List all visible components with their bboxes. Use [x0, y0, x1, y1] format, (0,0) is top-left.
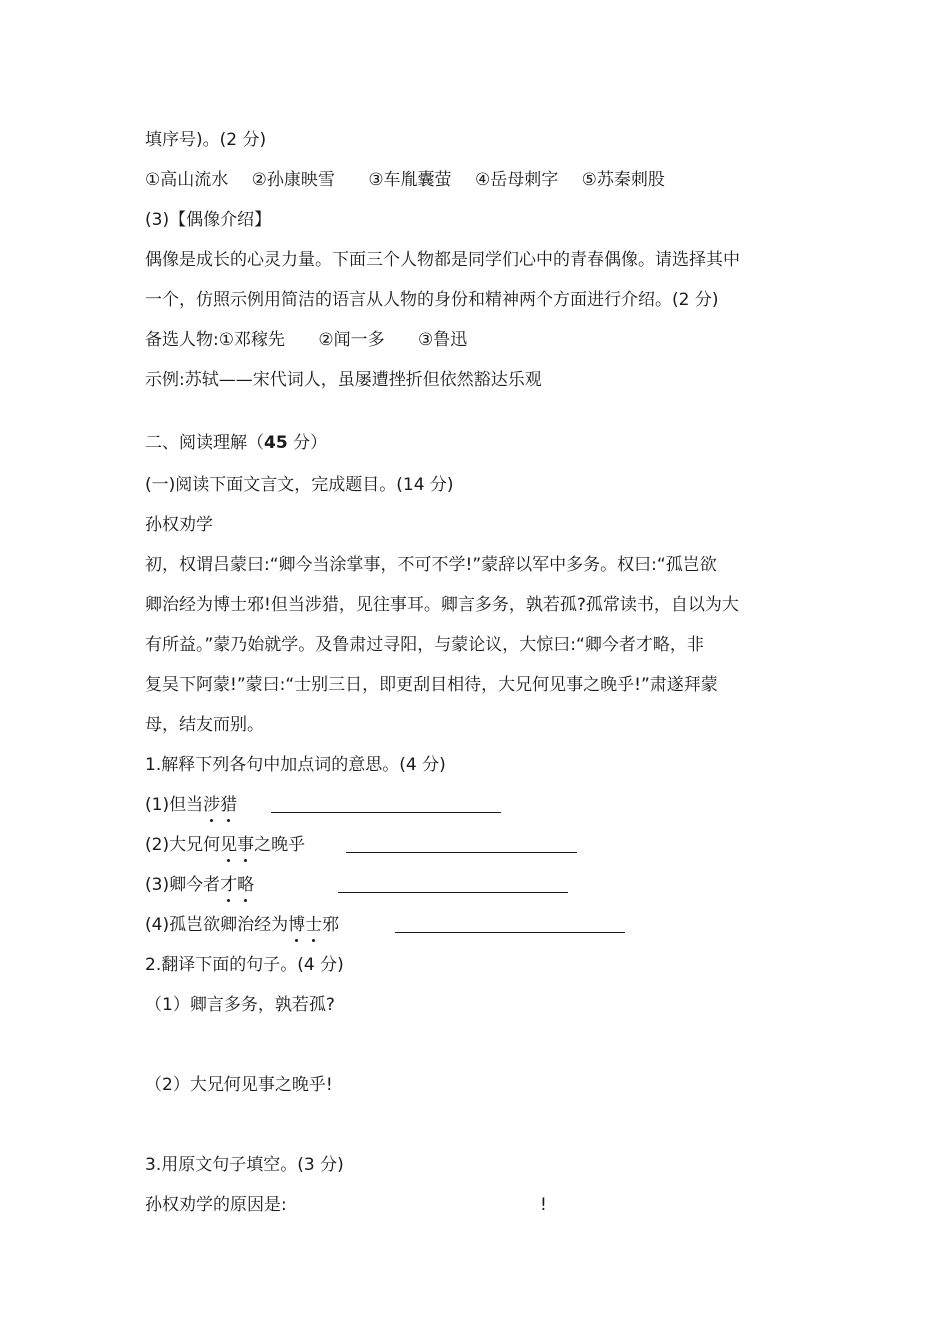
option-5: ⑤苏秦刺股 [581, 170, 665, 190]
q1-1-text: (1)但当 [145, 795, 204, 815]
section-2-heading [145, 432, 810, 454]
dotted-char: 士 [305, 915, 323, 935]
dotted-char: 略 [237, 875, 255, 895]
section-2-score: 45 [264, 433, 288, 453]
question-2: 2.翻译下面的句子。(4 分) [145, 955, 344, 975]
question-3-end-mark: ! [540, 1195, 547, 1215]
option-4: ④岳母刺字 [474, 170, 559, 190]
dotted-char: 见 [220, 835, 238, 855]
passage-title: 孙权劝学 [145, 515, 213, 535]
passage-line-5: 母，结友而别。 [145, 715, 264, 735]
q1-3-text: (3)卿今者 [145, 875, 221, 895]
idol-intro-text-1: 偶像是成长的心灵力量。下面三个人物都是同学们心中的青春偶像。请选择其中 [145, 250, 740, 270]
option-3: ③车胤囊萤 [368, 170, 452, 190]
dotted-char: 猎 [220, 795, 238, 815]
example-line: 示例:苏轼——宋代词人，虽屡遭挫折但依然豁达乐观 [145, 370, 542, 390]
question-3: 3.用原文句子填空。(3 分) [145, 1155, 344, 1175]
dotted-char: 博 [288, 915, 306, 935]
passage-line-2: 卿治经为博士邪!但当涉猎，见往事耳。卿言多务，孰若孤?孤常读书，自以为大 [145, 595, 739, 615]
candidate-line [145, 329, 810, 351]
q1-4-text-end: 邪 [322, 915, 340, 935]
question-3-1: 孙权劝学的原因是: [145, 1195, 287, 1215]
section-2-unit: 分） [287, 433, 328, 453]
answer-blank-1-4[interactable] [395, 932, 625, 933]
candidate-label: 备选人物: [145, 330, 219, 350]
candidate-2: ②闻一多 [318, 330, 385, 350]
idol-intro-text-2: 一个，仿照示例用简洁的语言从人物的身份和精神两个方面进行介绍。(2 分) [145, 290, 719, 310]
question-2-2: （2）大兄何见事之晚乎! [145, 1075, 333, 1095]
answer-blank-1-2[interactable] [346, 852, 577, 853]
part-1-instruction: (一)阅读下面文言文，完成题目。(14 分) [145, 475, 454, 495]
answer-blank-1-1[interactable] [271, 812, 501, 813]
section-2-title: 二、阅读理解（ [145, 433, 264, 453]
passage-line-1: 初，权谓吕蒙曰:“卿今当涂掌事，不可不学!”蒙辞以军中多务。权曰:“孤岂欲 [145, 555, 717, 575]
passage-line-4: 复吴下阿蒙!”蒙曰:“士别三日，即更刮目相待，大兄何见事之晚乎!”肃遂拜蒙 [145, 675, 718, 695]
q1-4-text: (4)孤岂欲卿治经为 [145, 915, 289, 935]
passage-line-3: 有所益。”蒙乃始就学。及鲁肃过寻阳，与蒙论议，大惊曰:“卿今者才略，非 [145, 635, 704, 655]
option-2: ②孙康映雪 [251, 170, 335, 190]
question-1: 1.解释下列各句中加点词的意思。(4 分) [145, 755, 446, 775]
dotted-char: 涉 [203, 795, 221, 815]
option-1: ①高山流水 [145, 170, 229, 190]
idol-intro-heading: (3)【偶像介绍】 [145, 210, 272, 230]
dotted-char: 才 [220, 875, 238, 895]
question-2-1: （1）卿言多务，孰若孤? [145, 995, 335, 1015]
q1-2-text: (2)大兄何 [145, 835, 221, 855]
idiom-options-line [145, 169, 810, 191]
instruction-fill-number: 填序号)。(2 分) [145, 130, 267, 150]
candidate-1: ①邓稼先 [218, 330, 285, 350]
dotted-char: 事 [237, 835, 255, 855]
answer-blank-1-3[interactable] [338, 892, 568, 893]
q1-2-text-end: 之晚乎 [254, 835, 306, 855]
candidate-3: ③鲁迅 [418, 330, 468, 350]
